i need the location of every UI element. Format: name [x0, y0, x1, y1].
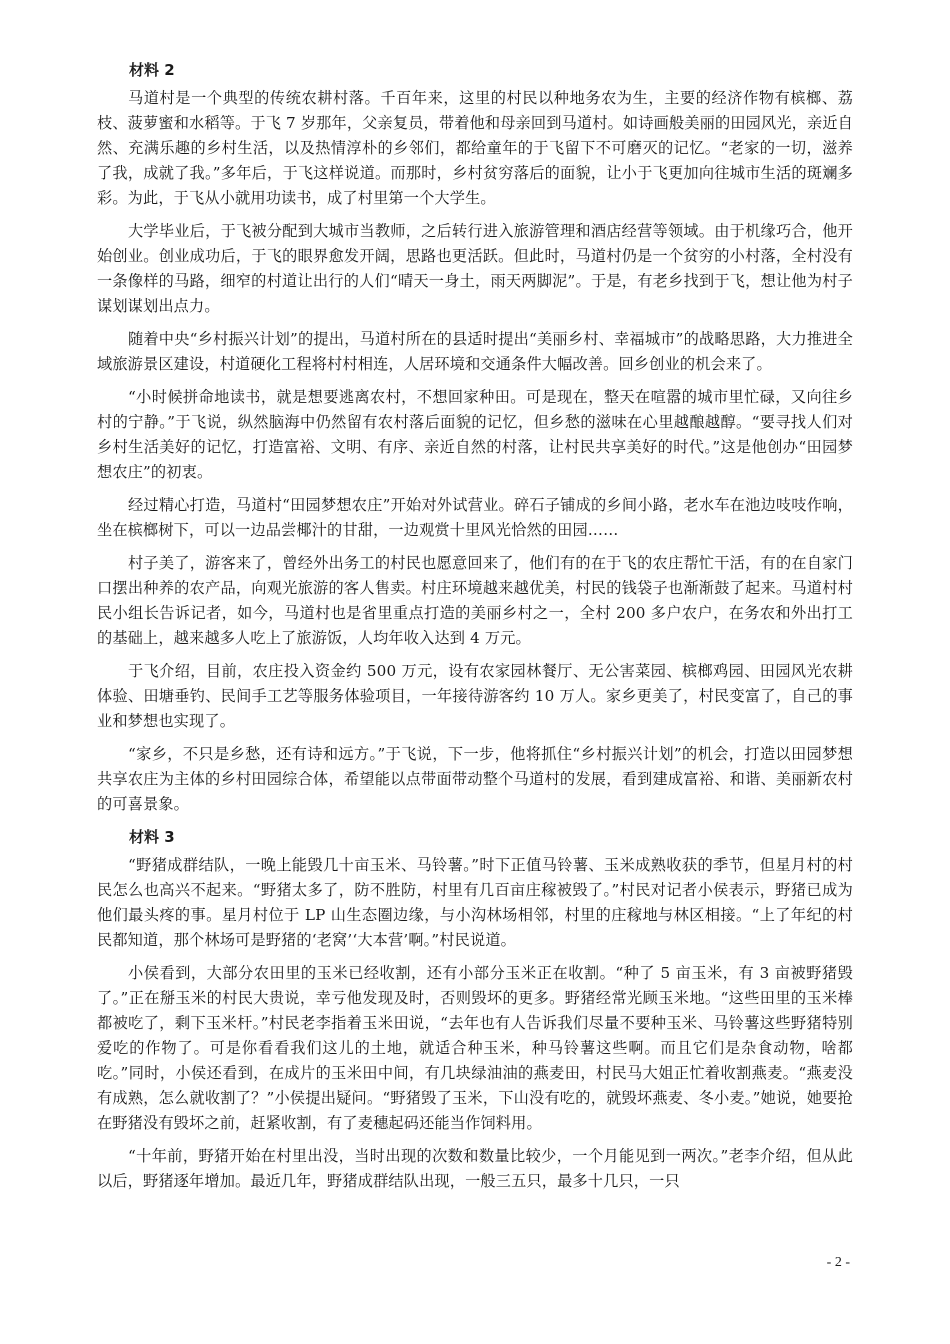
paragraph: 随着中央“乡村振兴计划”的提出，马道村所在的县适时提出“美丽乡村、幸福城市”的战略思路，大力推进全域旅游景区建设，村道硬化工程将村村相连，人居环境和交通条件大幅改善。回乡创业的机会来了。: [97, 330, 853, 373]
paragraph: 小侯看到，大部分农田里的玉米已经收割，还有小部分玉米正在收割。“种了 5 亩玉米，有 3 亩被野猪毁了。”正在掰玉米的村民大贵说，幸亏他发现及时，否则毁坏的更多。野猪经常光顾玉米地。“这些田里的玉米棒都被吃了，剩下玉米杆。”村民老李指着玉米田说，“去年也有人告诉我们尽量不要种玉米、马铃薯这些野猪特别爱吃的作物了。可是你看看我们这儿的土地，就适合种玉米，种马铃薯这些啊。而且它们是杂食动物，啥都吃。”同时，小侯还看到，在成片的玉米田中间，有几块绿油油的燕麦田，村民马大姐正忙着收割燕麦。“燕麦没有成熟，怎么就收割了？”小侯提出疑问。“野猪毁了玉米，下山没有吃的，就毁坏燕麦、冬小麦。”她说，她要抢在野猪没有毁坏之前，赶紧收割，有了麦穗起码还能当作饲料用。: [97, 964, 853, 1132]
paragraph: 于飞介绍，目前，农庄投入资金约 500 万元，设有农家园林餐厅、无公害菜园、槟榔鸡园、田园风光农耕体验、田塘垂钓、民间手工艺等服务体验项目，一年接待游客约 10 万人。家乡更美了，村民变富了，自己的事业和梦想也实现了。: [97, 662, 853, 730]
paragraph: 马道村是一个典型的传统农耕村落。千百年来，这里的村民以种地务农为生，主要的经济作物有槟榔、荔枝、菠萝蜜和水稻等。于飞 7 岁那年，父亲复员，带着他和母亲回到马道村。如诗画般美丽的田园风光，亲近自然、充满乐趣的乡村生活，以及热情淳朴的乡邻们，都给童年的于飞留下不可磨灭的记忆。“老家的一切，滋养了我，成就了我。”多年后，于飞这样说道。而那时，乡村贫穷落后的面貌，让小于飞更加向往城市生活的斑斓多彩。为此，于飞从小就用功读书，成了村里第一个大学生。: [97, 89, 853, 207]
paragraph: “小时候拼命地读书，就是想要逃离农村，不想回家种田。可是现在，整天在喧嚣的城市里忙碌，又向往乡村的宁静。”于飞说，纵然脑海中仍然留有农村落后面貌的记忆，但乡愁的滋味在心里越酿越醇。“要寻找人们对乡村生活美好的记忆，打造富裕、文明、有序、亲近自然的村落，让村民共享美好的时代。”这是他创办“田园梦想农庄”的初衷。: [97, 388, 853, 481]
paragraph: 大学毕业后，于飞被分配到大城市当教师，之后转行进入旅游管理和酒店经营等领域。由于机缘巧合，他开始创业。创业成功后，于飞的眼界愈发开阔，思路也更活跃。但此时，马道村仍是一个贫穷的小村落，全村没有一条像样的马路，细窄的村道让出行的人们“晴天一身土，雨天两脚泥”。于是，有老乡找到于飞，想让他为村子谋划谋划出点力。: [97, 222, 853, 315]
paragraph: “十年前，野猪开始在村里出没，当时出现的次数和数量比较少，一个月能见到一两次。”老李介绍，但从此以后，野猪逐年增加。最近几年，野猪成群结队出现，一般三五只，最多十几只，一只: [97, 1147, 853, 1190]
section-heading-material-2: 材料 2: [129, 61, 175, 79]
document-page: [97, 58, 853, 1202]
paragraph: 经过精心打造，马道村“田园梦想农庄”开始对外试营业。碎石子铺成的乡间小路，老水车在池边吱吱作响，坐在槟榔树下，可以一边品尝椰汁的甘甜，一边观赏十里风光恰然的田园……: [97, 496, 853, 539]
paragraph: “家乡，不只是乡愁，还有诗和远方。”于飞说，下一步，他将抓住“乡村振兴计划”的机会，打造以田园梦想共享农庄为主体的乡村田园综合体，希望能以点带面带动整个马道村的发展，看到建成富裕、和谐、美丽新农村的可喜景象。: [97, 745, 853, 813]
paragraph: “野猪成群结队，一晚上能毁几十亩玉米、马铃薯。”时下正值马铃薯、玉米成熟收获的季节，但星月村的村民怎么也高兴不起来。“野猪太多了，防不胜防，村里有几百亩庄稼被毁了。”村民对记者小侯表示，野猪已成为他们最头疼的事。星月村位于 LP 山生态圈边缘，与小沟林场相邻，村里的庄稼地与林区相接。“上了年纪的村民都知道，那个林场可是野猪的‘老窝’‘大本营’啊。”村民说道。: [97, 856, 853, 949]
paragraph: 村子美了，游客来了，曾经外出务工的村民也愿意回来了，他们有的在于飞的农庄帮忙干活，有的在自家门口摆出种养的农产品，向观光旅游的客人售卖。村庄环境越来越优美，村民的钱袋子也渐渐鼓了起来。马道村村民小组长告诉记者，如今，马道村也是省里重点打造的美丽乡村之一，全村 200 多户农户，在务农和外出打工的基础上，越来越多人吃上了旅游饭，人均年收入达到 4 万元。: [97, 554, 853, 647]
section-heading-material-3: 材料 3: [129, 828, 175, 846]
page-number: - 2 -: [826, 1255, 850, 1270]
